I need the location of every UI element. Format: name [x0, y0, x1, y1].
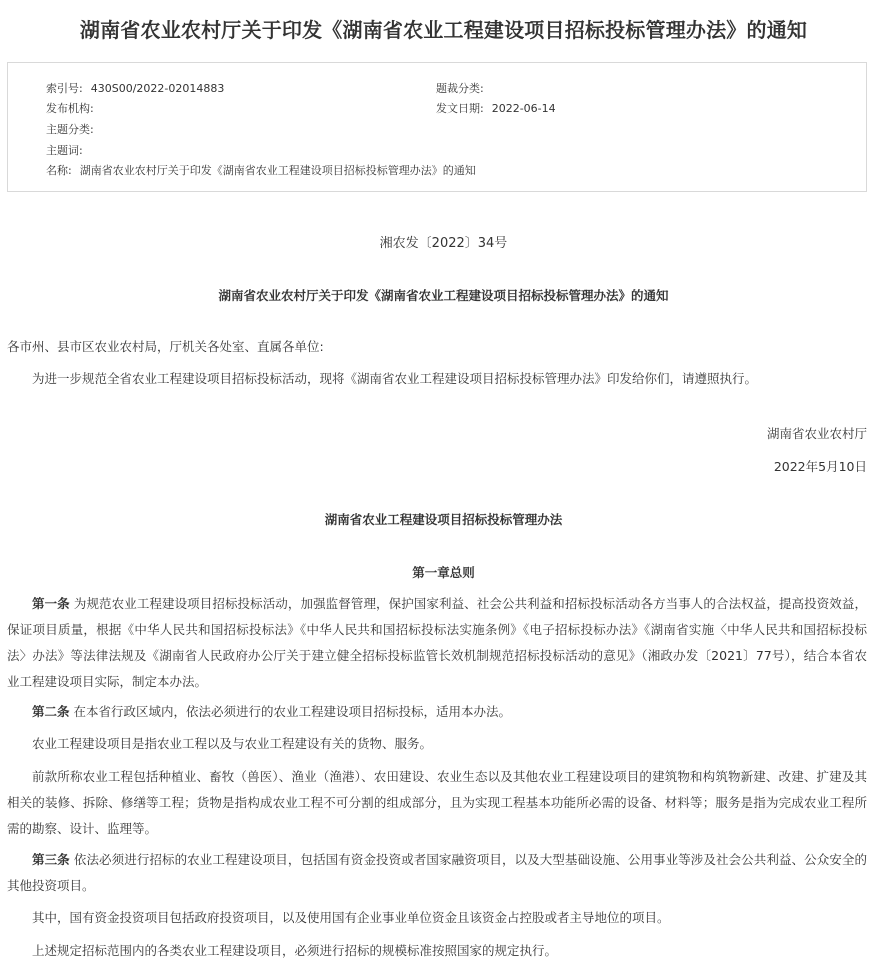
meta-keywords: [46, 142, 91, 158]
issuer: 湖南省农业农村厅: [766, 426, 867, 441]
meta-topic-label: 主题分类:: [46, 123, 94, 136]
meta-index: [46, 80, 224, 96]
meta-name-label: 名称:: [46, 164, 72, 177]
meta-name: [46, 162, 476, 178]
article-3-text: 依法必须进行招标的农业工程建设项目，包括国有资金投资或者国家融资项目，以及大型基础设施、公用事业等涉及社会公共利益、公众安全的其他投资项目。: [7, 852, 867, 893]
scale-paragraph: 上述规定招标范围内的各类农业工程建设项目，必须进行招标的规模标准按照国家的规定执行。: [32, 943, 558, 958]
metadata-panel: [7, 62, 867, 192]
meta-name-value: 湖南省农业农村厅关于印发《湖南省农业工程建设项目招标投标管理办法》的通知: [79, 164, 476, 177]
article-1-text: 为规范农业工程建设项目招标投标活动，加强监督管理，保护国家利益、社会公共利益和招标投标活动各方当事人的合法权益，提高投资效益，保证项目质量，根据《中华人民共和国招标投标法》《中华人民共和国招标投标法实施条例》《电子招标投标办法》《湖南省实施〈中华人民共和国招标投标法〉办法》等法律法规及《湖南省人民政府办公厅关于建立健全招标投标监管长效机制规范招标投标活动的意见》（湘政办发〔2021〕77号），结合本省农业工程建设项目实际，制定本办法。: [7, 596, 867, 689]
page-title: 湖南省农业农村厅关于印发《湖南省农业工程建设项目招标投标管理办法》的通知: [79, 18, 808, 42]
article-1: [7, 591, 867, 695]
meta-keywords-label: 主题词:: [46, 144, 83, 157]
scope-paragraph: 农业工程建设项目是指农业工程以及与农业工程建设有关的货物、服务。: [32, 736, 433, 751]
state-funds-paragraph: 其中，国有资金投资项目包括政府投资项目，以及使用国有企业事业单位资金且该资金占控股或者主导地位的项目。: [32, 910, 670, 925]
meta-publisher: [46, 100, 102, 116]
meta-topic: [46, 121, 102, 137]
meta-publisher-label: 发布机构:: [46, 102, 94, 115]
issue-date: 2022年5月10日: [773, 459, 867, 474]
document-number: 湘农发〔2022〕34号: [379, 236, 508, 251]
notice-title: 湖南省农业农村厅关于印发《湖南省农业工程建设项目招标投标管理办法》的通知: [218, 288, 669, 303]
article-1-label: 第一条: [32, 596, 70, 611]
salutation: 各市州、县市区农业农村局，厅机关各处室、直属各单位:: [7, 339, 324, 354]
article-2-text: 在本省行政区域内，依法必须进行的农业工程建设项目招标投标，适用本办法。: [73, 704, 512, 719]
meta-index-label: 索引号:: [46, 82, 83, 95]
article-2: [7, 699, 867, 725]
measures-title: 湖南省农业工程建设项目招标投标管理办法: [324, 512, 563, 527]
meta-category: [436, 80, 492, 96]
meta-date-label: 发文日期:: [436, 102, 484, 115]
intro-paragraph: 为进一步规范全省农业工程建设项目招标投标活动，现将《湖南省农业工程建设项目招标投标管理办法》印发给你们，请遵照执行。: [32, 371, 758, 386]
article-2-label: 第二条: [32, 704, 70, 719]
article-3-label: 第三条: [32, 852, 70, 867]
definition-paragraph: 前款所称农业工程包括种植业、畜牧（兽医）、渔业（渔港）、农田建设、农业生态以及其他农业工程建设项目的建筑物和构筑物新建、改建、扩建及其相关的装修、拆除、修缮等工程；货物是指构成农业工程不可分割的组成部分，且为实现工程基本功能所必需的设备、材料等；服务是指为完成农业工程所需的勘察、设计、监理等。: [7, 769, 867, 836]
meta-date-value: 2022-06-14: [491, 102, 556, 115]
meta-index-value: 430S00/2022-02014883: [90, 82, 225, 95]
meta-date: [436, 100, 556, 116]
article-3: [7, 847, 867, 899]
chapter-title: 第一章总则: [412, 565, 475, 580]
meta-category-label: 题裁分类:: [436, 82, 484, 95]
